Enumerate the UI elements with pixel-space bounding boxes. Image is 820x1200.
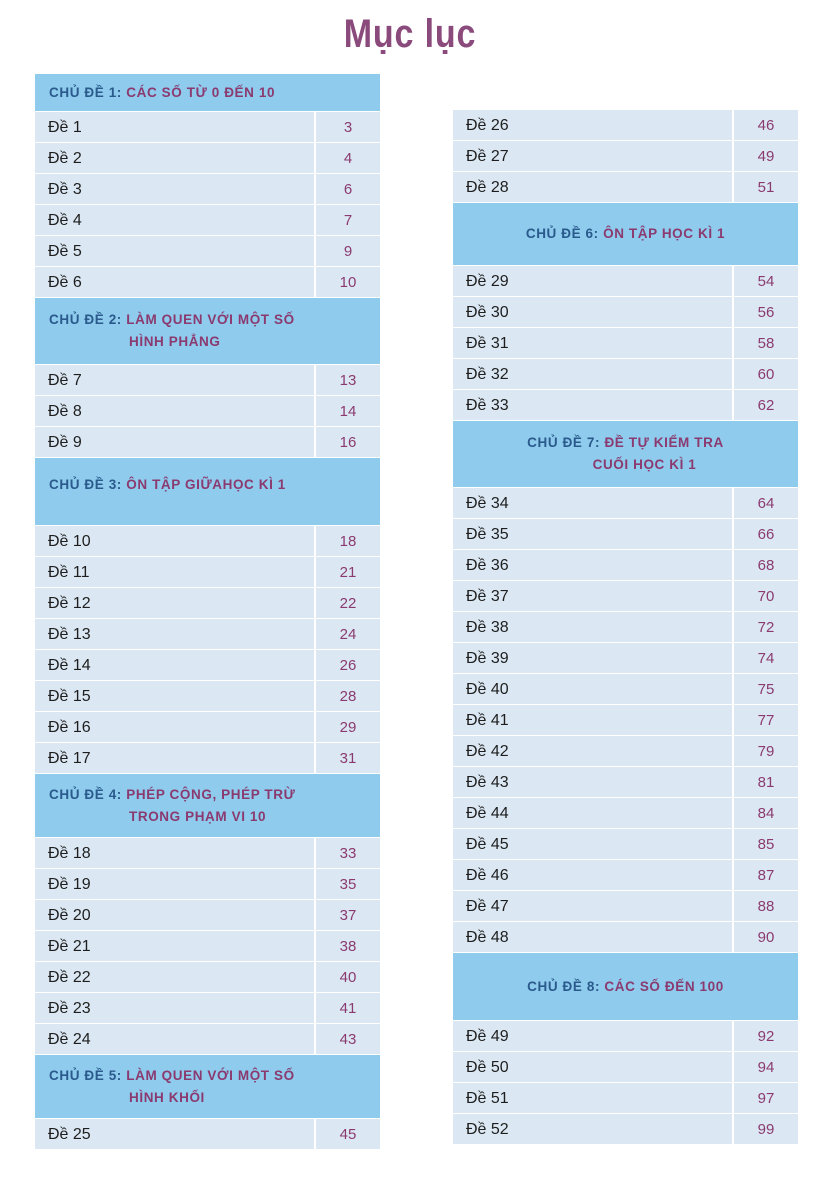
exercise-label: Đề 41 xyxy=(453,705,734,735)
toc-left-column xyxy=(35,74,380,1150)
topic-header xyxy=(35,298,380,365)
page-number: 16 xyxy=(316,427,380,457)
toc-entry-row xyxy=(35,526,380,557)
toc-entry-row xyxy=(35,174,380,205)
toc-entry-row xyxy=(35,427,380,458)
toc-entry-row xyxy=(453,328,798,359)
toc-entry-row xyxy=(35,143,380,174)
toc-entry-row xyxy=(35,588,380,619)
toc-entry-row xyxy=(453,767,798,798)
exercise-label: Đề 40 xyxy=(453,674,734,704)
page-title: Mục lục xyxy=(343,12,477,56)
page-number: 94 xyxy=(734,1052,798,1082)
topic-title: ÔN TẬP HỌC KÌ 1 xyxy=(603,226,726,241)
page-number: 33 xyxy=(316,838,380,868)
exercise-label: Đề 22 xyxy=(35,962,316,992)
page-number: 40 xyxy=(316,962,380,992)
exercise-label: Đề 38 xyxy=(453,612,734,642)
exercise-label: Đề 13 xyxy=(35,619,316,649)
exercise-label: Đề 16 xyxy=(35,712,316,742)
toc-entry-row xyxy=(453,798,798,829)
page-number: 46 xyxy=(734,110,798,140)
exercise-label: Đề 25 xyxy=(35,1119,316,1149)
exercise-label: Đề 5 xyxy=(35,236,316,266)
page-number: 35 xyxy=(316,869,380,899)
topic-number: CHỦ ĐỀ 3: xyxy=(49,477,122,492)
exercise-label: Đề 44 xyxy=(453,798,734,828)
page-number: 88 xyxy=(734,891,798,921)
page-number: 77 xyxy=(734,705,798,735)
page-number: 90 xyxy=(734,922,798,952)
toc-entry-row xyxy=(453,390,798,421)
toc-entry-row xyxy=(35,962,380,993)
toc-entry-row xyxy=(35,993,380,1024)
page-number: 9 xyxy=(316,236,380,266)
toc-entry-row xyxy=(35,681,380,712)
toc-entry-row xyxy=(453,1021,798,1052)
exercise-label: Đề 20 xyxy=(35,900,316,930)
topic-title: CÁC SỐ ĐẾN 100 xyxy=(604,978,724,994)
toc-entry-row xyxy=(35,205,380,236)
toc-entry-row xyxy=(35,267,380,298)
exercise-label: Đề 26 xyxy=(453,110,734,140)
exercise-label: Đề 42 xyxy=(453,736,734,766)
exercise-label: Đề 11 xyxy=(35,557,316,587)
toc-entry-row xyxy=(453,1114,798,1145)
topic-number: CHỦ ĐỀ 2: xyxy=(49,312,122,327)
page-number: 37 xyxy=(316,900,380,930)
topic-number: CHỦ ĐỀ 7: xyxy=(527,435,601,450)
exercise-label: Đề 2 xyxy=(35,143,316,173)
exercise-label: Đề 3 xyxy=(35,174,316,204)
topic-title: ÔN TẬP GIỮAHỌC KÌ 1 xyxy=(126,477,286,492)
page-number: 58 xyxy=(734,328,798,358)
toc-entry-row xyxy=(453,297,798,328)
exercise-label: Đề 24 xyxy=(35,1024,316,1054)
topic-number: CHỦ ĐỀ 1: xyxy=(49,84,122,100)
exercise-label: Đề 30 xyxy=(453,297,734,327)
topic-title: ĐỀ TỰ KIỂM TRA xyxy=(604,435,724,450)
topic-title: CÁC SỐ TỪ 0 ĐẾN 10 xyxy=(126,84,276,100)
toc-entry-row xyxy=(453,172,798,203)
toc-entry-row xyxy=(35,1024,380,1055)
toc-right-column xyxy=(453,110,798,1145)
page-number: 66 xyxy=(734,519,798,549)
exercise-label: Đề 34 xyxy=(453,488,734,518)
toc-entry-row xyxy=(35,838,380,869)
exercise-label: Đề 12 xyxy=(35,588,316,618)
toc-entry-row xyxy=(453,519,798,550)
topic-header xyxy=(453,421,798,488)
page-number: 64 xyxy=(734,488,798,518)
page-number: 87 xyxy=(734,860,798,890)
page-number: 26 xyxy=(316,650,380,680)
exercise-label: Đề 14 xyxy=(35,650,316,680)
exercise-label: Đề 29 xyxy=(453,266,734,296)
page-number: 3 xyxy=(316,112,380,142)
topic-header xyxy=(453,953,798,1021)
exercise-label: Đề 10 xyxy=(35,526,316,556)
exercise-label: Đề 23 xyxy=(35,993,316,1023)
page-number: 43 xyxy=(316,1024,380,1054)
page-number: 92 xyxy=(734,1021,798,1051)
page-number: 79 xyxy=(734,736,798,766)
toc-entry-row xyxy=(35,931,380,962)
exercise-label: Đề 39 xyxy=(453,643,734,673)
exercise-label: Đề 27 xyxy=(453,141,734,171)
topic-title-continued: HÌNH KHỐI xyxy=(129,1089,205,1105)
page-number: 24 xyxy=(316,619,380,649)
page-number: 10 xyxy=(316,267,380,297)
exercise-label: Đề 4 xyxy=(35,205,316,235)
exercise-label: Đề 52 xyxy=(453,1114,734,1144)
toc-entry-row xyxy=(35,236,380,267)
exercise-label: Đề 51 xyxy=(453,1083,734,1113)
toc-entry-row xyxy=(453,643,798,674)
exercise-label: Đề 18 xyxy=(35,838,316,868)
toc-entry-row xyxy=(35,365,380,396)
page-number: 18 xyxy=(316,526,380,556)
page-number: 41 xyxy=(316,993,380,1023)
topic-number: CHỦ ĐỀ 5: xyxy=(49,1067,122,1083)
toc-entry-row xyxy=(35,900,380,931)
page-number: 60 xyxy=(734,359,798,389)
exercise-label: Đề 15 xyxy=(35,681,316,711)
toc-entry-row xyxy=(35,112,380,143)
page-number: 62 xyxy=(734,390,798,420)
toc-entry-row xyxy=(453,674,798,705)
page-number: 31 xyxy=(316,743,380,773)
exercise-label: Đề 32 xyxy=(453,359,734,389)
toc-entry-row xyxy=(453,860,798,891)
topic-header xyxy=(35,74,380,112)
page-number: 14 xyxy=(316,396,380,426)
toc-entry-row xyxy=(35,396,380,427)
page-number: 45 xyxy=(316,1119,380,1149)
page-number: 68 xyxy=(734,550,798,580)
exercise-label: Đề 46 xyxy=(453,860,734,890)
page-number: 99 xyxy=(734,1114,798,1144)
page-number: 13 xyxy=(316,365,380,395)
exercise-label: Đề 48 xyxy=(453,922,734,952)
exercise-label: Đề 45 xyxy=(453,829,734,859)
exercise-label: Đề 35 xyxy=(453,519,734,549)
page-number: 70 xyxy=(734,581,798,611)
topic-title-continued: HÌNH PHẲNG xyxy=(129,334,221,349)
topic-title: LÀM QUEN VỚI MỘT SỐ xyxy=(126,312,295,327)
exercise-label: Đề 28 xyxy=(453,172,734,202)
toc-entry-row xyxy=(453,891,798,922)
page-number: 49 xyxy=(734,141,798,171)
page-number: 21 xyxy=(316,557,380,587)
toc-entry-row xyxy=(35,650,380,681)
page-number: 38 xyxy=(316,931,380,961)
topic-title-continued: CUỐI HỌC KÌ 1 xyxy=(592,457,697,472)
page-number: 4 xyxy=(316,143,380,173)
topic-header xyxy=(35,458,380,526)
topic-title: PHÉP CỘNG, PHÉP TRỪ xyxy=(126,786,296,802)
page-number: 29 xyxy=(316,712,380,742)
exercise-label: Đề 50 xyxy=(453,1052,734,1082)
topic-number: CHỦ ĐỀ 4: xyxy=(49,786,122,802)
toc-entry-row xyxy=(453,550,798,581)
toc-entry-row xyxy=(453,1083,798,1114)
page-number: 75 xyxy=(734,674,798,704)
page-number: 6 xyxy=(316,174,380,204)
exercise-label: Đề 36 xyxy=(453,550,734,580)
exercise-label: Đề 17 xyxy=(35,743,316,773)
toc-entry-row xyxy=(35,619,380,650)
toc-entry-row xyxy=(35,869,380,900)
page-number: 97 xyxy=(734,1083,798,1113)
page-number: 54 xyxy=(734,266,798,296)
exercise-label: Đề 37 xyxy=(453,581,734,611)
toc-entry-row xyxy=(453,581,798,612)
toc-entry-row xyxy=(453,612,798,643)
toc-entry-row xyxy=(453,110,798,141)
exercise-label: Đề 19 xyxy=(35,869,316,899)
page-number: 28 xyxy=(316,681,380,711)
exercise-label: Đề 49 xyxy=(453,1021,734,1051)
topic-number: CHỦ ĐỀ 8: xyxy=(527,978,601,994)
toc-entry-row xyxy=(35,557,380,588)
topic-number: CHỦ ĐỀ 6: xyxy=(525,226,599,241)
toc-entry-row xyxy=(35,1119,380,1150)
exercise-label: Đề 9 xyxy=(35,427,316,457)
page-number: 74 xyxy=(734,643,798,673)
topic-title: LÀM QUEN VỚI MỘT SỐ xyxy=(126,1067,295,1083)
page-number: 22 xyxy=(316,588,380,618)
page-number: 72 xyxy=(734,612,798,642)
toc-entry-row xyxy=(35,712,380,743)
topic-header xyxy=(453,203,798,266)
toc-entry-row xyxy=(453,1052,798,1083)
exercise-label: Đề 8 xyxy=(35,396,316,426)
toc-entry-row xyxy=(453,829,798,860)
exercise-label: Đề 31 xyxy=(453,328,734,358)
exercise-label: Đề 33 xyxy=(453,390,734,420)
toc-entry-row xyxy=(453,488,798,519)
toc-entry-row xyxy=(453,736,798,767)
topic-header xyxy=(35,1055,380,1119)
toc-entry-row xyxy=(453,141,798,172)
exercise-label: Đề 47 xyxy=(453,891,734,921)
page-number: 81 xyxy=(734,767,798,797)
page-number: 84 xyxy=(734,798,798,828)
page-number: 51 xyxy=(734,172,798,202)
toc-entry-row xyxy=(453,266,798,297)
exercise-label: Đề 1 xyxy=(35,112,316,142)
toc-entry-row xyxy=(453,922,798,953)
page-number: 7 xyxy=(316,205,380,235)
toc-entry-row xyxy=(35,743,380,774)
page-number: 85 xyxy=(734,829,798,859)
exercise-label: Đề 6 xyxy=(35,267,316,297)
exercise-label: Đề 7 xyxy=(35,365,316,395)
page-number: 56 xyxy=(734,297,798,327)
topic-title-continued: TRONG PHẠM VI 10 xyxy=(129,808,267,824)
toc-entry-row xyxy=(453,705,798,736)
toc-entry-row xyxy=(453,359,798,390)
exercise-label: Đề 43 xyxy=(453,767,734,797)
topic-header xyxy=(35,774,380,838)
exercise-label: Đề 21 xyxy=(35,931,316,961)
